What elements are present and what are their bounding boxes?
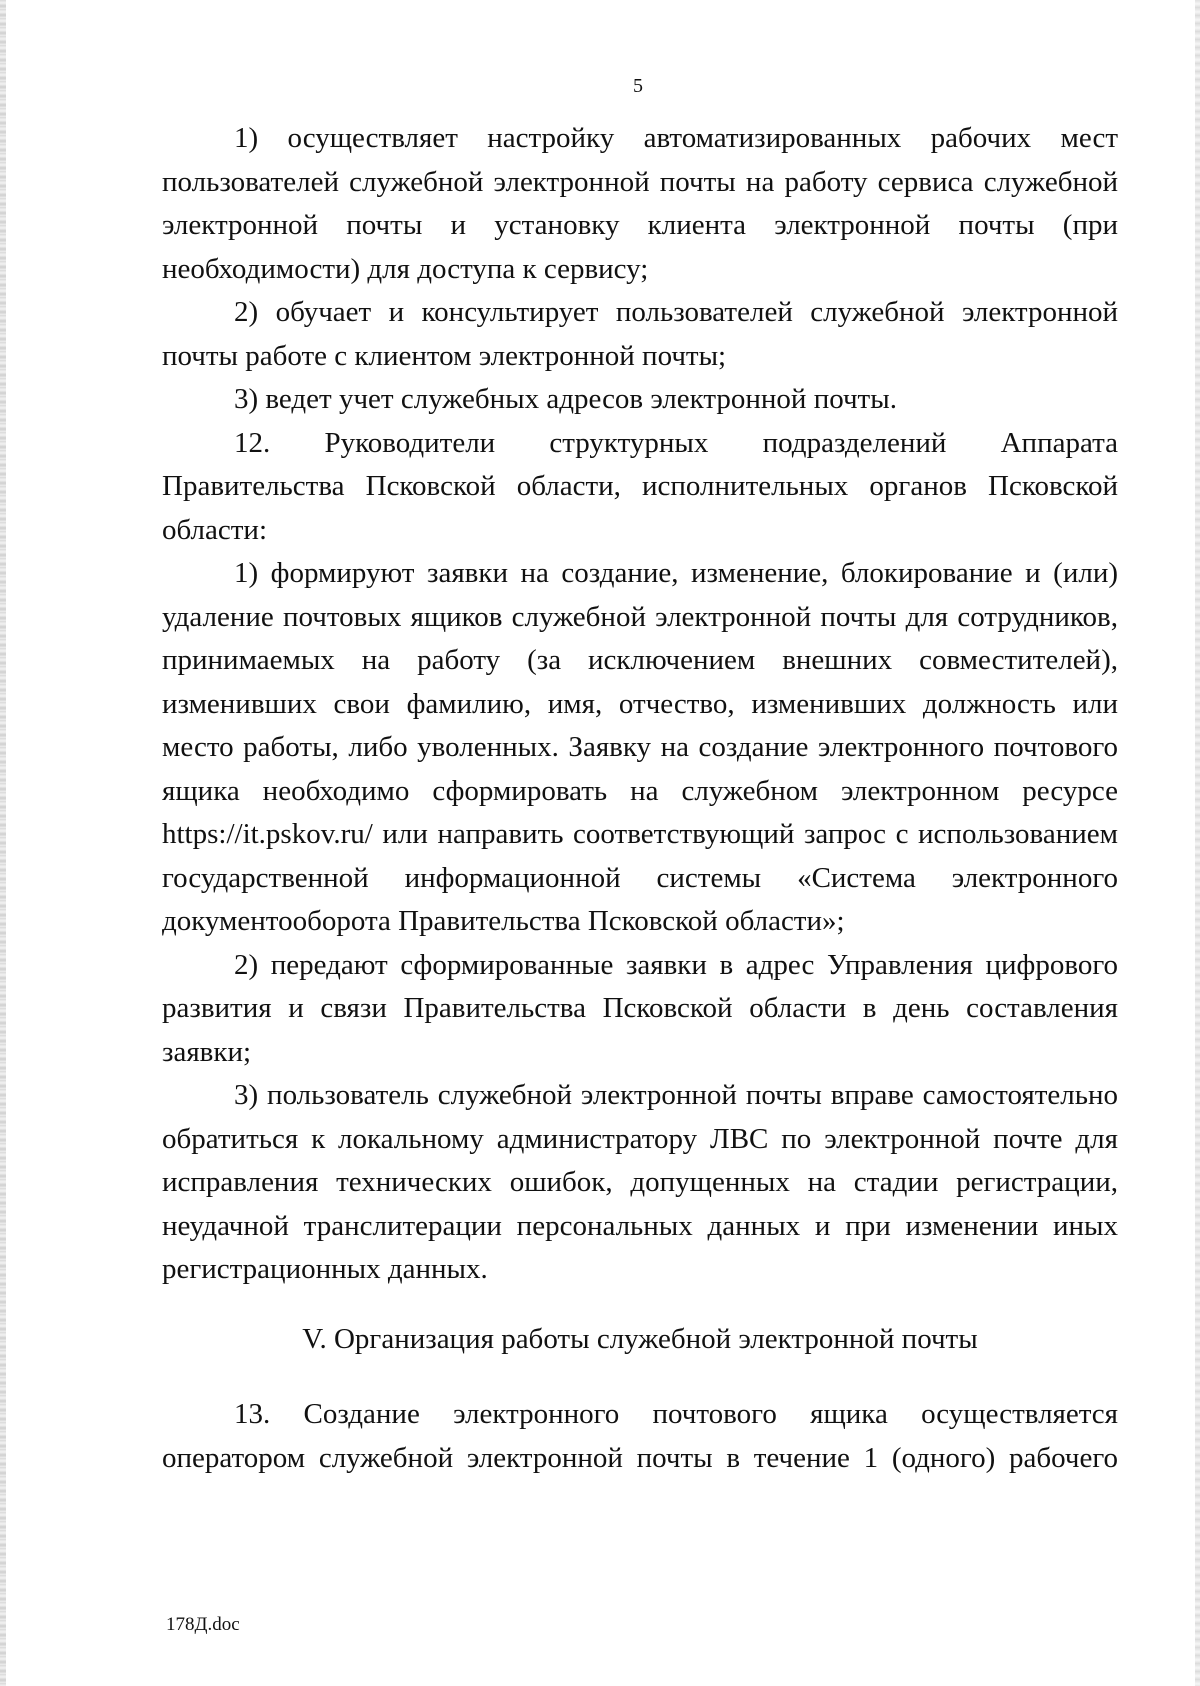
- section-heading: V. Организация работы служебной электронной почты: [302, 1322, 978, 1355]
- paragraph-13-creation: 13. Создание электронного почтового ящика осуществляется оператором служебной электронной почты в течение 1 (одного) рабочего: [162, 1398, 1118, 1474]
- scan-right-edge: [1195, 0, 1200, 1686]
- footer-filename: 178Д.doc: [166, 1614, 240, 1635]
- document-body: [162, 117, 1118, 1480]
- paragraph-12-heads: 12. Руководители структурных подразделений Аппарата Правительства Псковской области, исполнительных органов Псковской области:: [162, 426, 1118, 546]
- paragraph-item-3-user-rights: 3) пользователь служебной электронной почты вправе самостоятельно обратиться к локальному администратору ЛВС по электронной почте для исправления технических ошибок, допущенных на стадии регистрации, неудачной транслитерации персональных данных и при изменении иных регистрационных данных.: [162, 1079, 1118, 1285]
- paragraph-item-2-submit: 2) передают сформированные заявки в адрес Управления цифрового развития и связи Правительства Псковской области в день составления заявки;: [162, 948, 1118, 1068]
- page-number: 5: [633, 75, 643, 97]
- paragraph-item-3-accounting: 3) ведет учет служебных адресов электронной почты.: [234, 383, 897, 415]
- paragraph-item-1-setup: 1) осуществляет настройку автоматизированных рабочих мест пользователей служебной электронной почты на работу сервиса служебной электронной почты и установку клиента электронной почты (при необходимости) для доступа к сервису;: [162, 122, 1118, 285]
- scan-left-edge: [0, 0, 6, 1686]
- paragraph-item-1-requests: 1) формируют заявки на создание, изменение, блокирование и (или) удаление почтовых ящиков служебной электронной почты для сотрудников, принимаемых на работу (за исключением внешних совместителей), изменивших свои фамилию, имя, отчество, изменивших должность или место работы, либо уволенных. Заявку на создание электронного почтового ящика необходимо сформировать на служебном электронном ресурсе https://it.pskov.ru/ или направить соответствующий запрос с использованием государственной информационной системы «Система электронного документооборота Правительства Псковской области»;: [162, 557, 1118, 937]
- paragraph-item-2-training: 2) обучает и консультирует пользователей служебной электронной почты работе с клиентом электронной почты;: [162, 296, 1118, 372]
